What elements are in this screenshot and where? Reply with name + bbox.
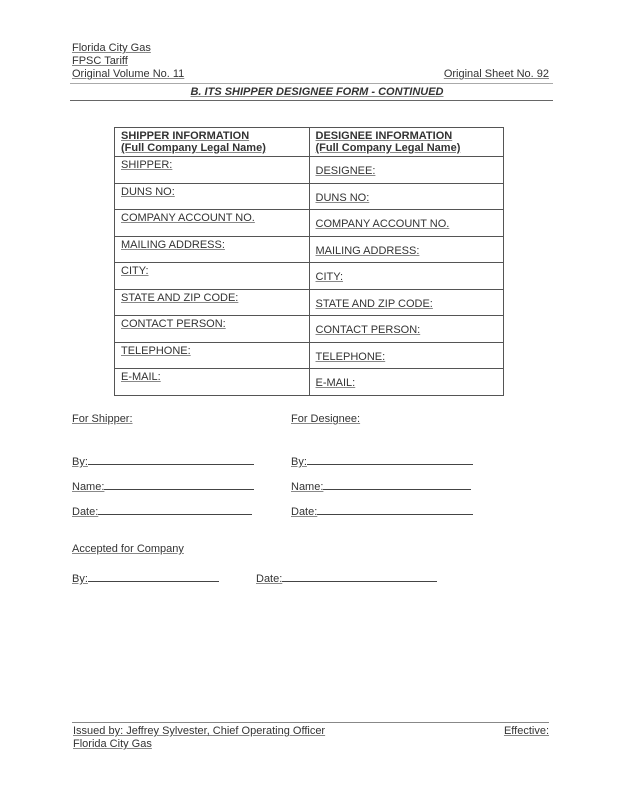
designee-field[interactable] (309, 342, 504, 369)
shipper-by-field[interactable] (72, 453, 254, 468)
field-label: CONTACT PERSON: (315, 324, 421, 336)
footer-rule (72, 722, 549, 723)
shipper-field[interactable] (115, 157, 310, 184)
footer-issued-by-text: Issued by: Jeffrey Sylvester, Chief Operating Officer (73, 725, 326, 737)
form-title (0, 86, 624, 99)
table-row (115, 369, 504, 396)
date-label: Date: (72, 506, 99, 518)
date-label: Date: (256, 573, 283, 585)
designee-field[interactable] (309, 369, 504, 396)
table-row (115, 316, 504, 343)
footer-company-text: Florida City Gas (73, 738, 152, 750)
field-label: CITY: (315, 271, 344, 283)
signature-line[interactable] (88, 453, 254, 465)
signature-line[interactable] (104, 478, 254, 490)
designee-field[interactable] (309, 210, 504, 237)
designee-field[interactable] (309, 236, 504, 263)
shipper-field[interactable] (115, 236, 310, 263)
shipper-info-header (115, 128, 310, 157)
field-label: CONTACT PERSON: (121, 318, 226, 330)
shipper-name-field[interactable] (72, 478, 254, 493)
signature-line[interactable] (88, 570, 219, 582)
header-volume (72, 68, 184, 80)
signature-line[interactable] (307, 453, 473, 465)
field-label: DUNS NO: (121, 185, 175, 198)
accepted-heading-text: Accepted for Company (72, 543, 184, 555)
signature-line[interactable] (323, 478, 471, 490)
table-row (115, 342, 504, 369)
designee-field[interactable] (309, 183, 504, 210)
shipper-info-heading: SHIPPER INFORMATION (121, 130, 250, 142)
shipper-field[interactable] (115, 210, 310, 237)
for-designee-text: For Designee: (291, 413, 361, 425)
field-label: COMPANY ACCOUNT NO. (315, 218, 450, 230)
date-label: Date: (291, 506, 318, 518)
designee-field[interactable] (309, 316, 504, 343)
accepted-date-field[interactable] (256, 570, 437, 585)
header-volume-text: Original Volume No. 11 (72, 68, 185, 80)
footer-issued-by (73, 725, 325, 737)
for-shipper-heading (72, 413, 133, 425)
header-tariff-text: FPSC Tariff (72, 55, 128, 67)
footer-company (73, 738, 152, 750)
name-label: Name: (291, 481, 324, 493)
shipper-field[interactable] (115, 183, 310, 210)
header-rule-top (70, 83, 553, 84)
shipper-info-subheading: (Full Company Legal Name) (121, 142, 266, 154)
shipper-field[interactable] (115, 316, 310, 343)
field-label: DUNS NO: (315, 191, 370, 204)
signature-line[interactable] (317, 503, 473, 515)
for-designee-heading (291, 413, 360, 425)
field-label: MAILING ADDRESS: (121, 238, 225, 251)
by-label: By: (72, 456, 88, 468)
shipper-designee-table (114, 127, 504, 396)
designee-name-field[interactable] (291, 478, 471, 493)
header-tariff (72, 55, 128, 67)
field-label: COMPANY ACCOUNT NO. (121, 212, 255, 224)
table-row (115, 157, 504, 184)
field-label: DESIGNEE: (315, 165, 376, 177)
table-header-row (115, 128, 504, 157)
table-row (115, 236, 504, 263)
field-label: TELEPHONE: (121, 344, 191, 357)
shipper-field[interactable] (115, 369, 310, 396)
accepted-heading (72, 543, 184, 555)
table-row (115, 289, 504, 316)
designee-info-subheading: (Full Company Legal Name) (315, 142, 461, 154)
form-title-text: B. ITS SHIPPER DESIGNEE FORM - CONTINUED (190, 86, 444, 98)
header-rule-bottom (70, 100, 553, 101)
shipper-field[interactable] (115, 263, 310, 290)
shipper-field[interactable] (115, 289, 310, 316)
header-company-text: Florida City Gas (72, 42, 151, 54)
accepted-by-field[interactable] (72, 570, 219, 585)
designee-info-header (309, 128, 504, 157)
for-shipper-text: For Shipper: (72, 413, 133, 425)
designee-field[interactable] (309, 157, 504, 184)
field-label: STATE AND ZIP CODE: (121, 291, 239, 304)
field-label: CITY: (121, 265, 149, 277)
name-label: Name: (72, 481, 105, 493)
field-label: MAILING ADDRESS: (315, 244, 420, 257)
shipper-field[interactable] (115, 342, 310, 369)
designee-date-field[interactable] (291, 503, 473, 518)
field-label: E-MAIL: (121, 371, 161, 383)
footer-effective (504, 725, 549, 737)
signature-line[interactable] (282, 570, 437, 582)
table-row (115, 210, 504, 237)
footer-effective-text: Effective: (503, 725, 549, 737)
field-label: E-MAIL: (315, 377, 356, 389)
designee-field[interactable] (309, 263, 504, 290)
by-label: By: (291, 456, 307, 468)
designee-info-heading: DESIGNEE INFORMATION (315, 130, 453, 142)
shipper-date-field[interactable] (72, 503, 252, 518)
header-sheet (444, 68, 549, 80)
designee-field[interactable] (309, 289, 504, 316)
header-company (72, 42, 151, 54)
header-sheet-text: Original Sheet No. 92 (443, 68, 549, 80)
by-label: By: (72, 573, 88, 585)
designee-by-field[interactable] (291, 453, 473, 468)
signature-line[interactable] (98, 503, 252, 515)
field-label: SHIPPER: (121, 159, 173, 171)
field-label: TELEPHONE: (315, 350, 386, 363)
table-row (115, 183, 504, 210)
table-row (115, 263, 504, 290)
field-label: STATE AND ZIP CODE: (315, 297, 433, 310)
